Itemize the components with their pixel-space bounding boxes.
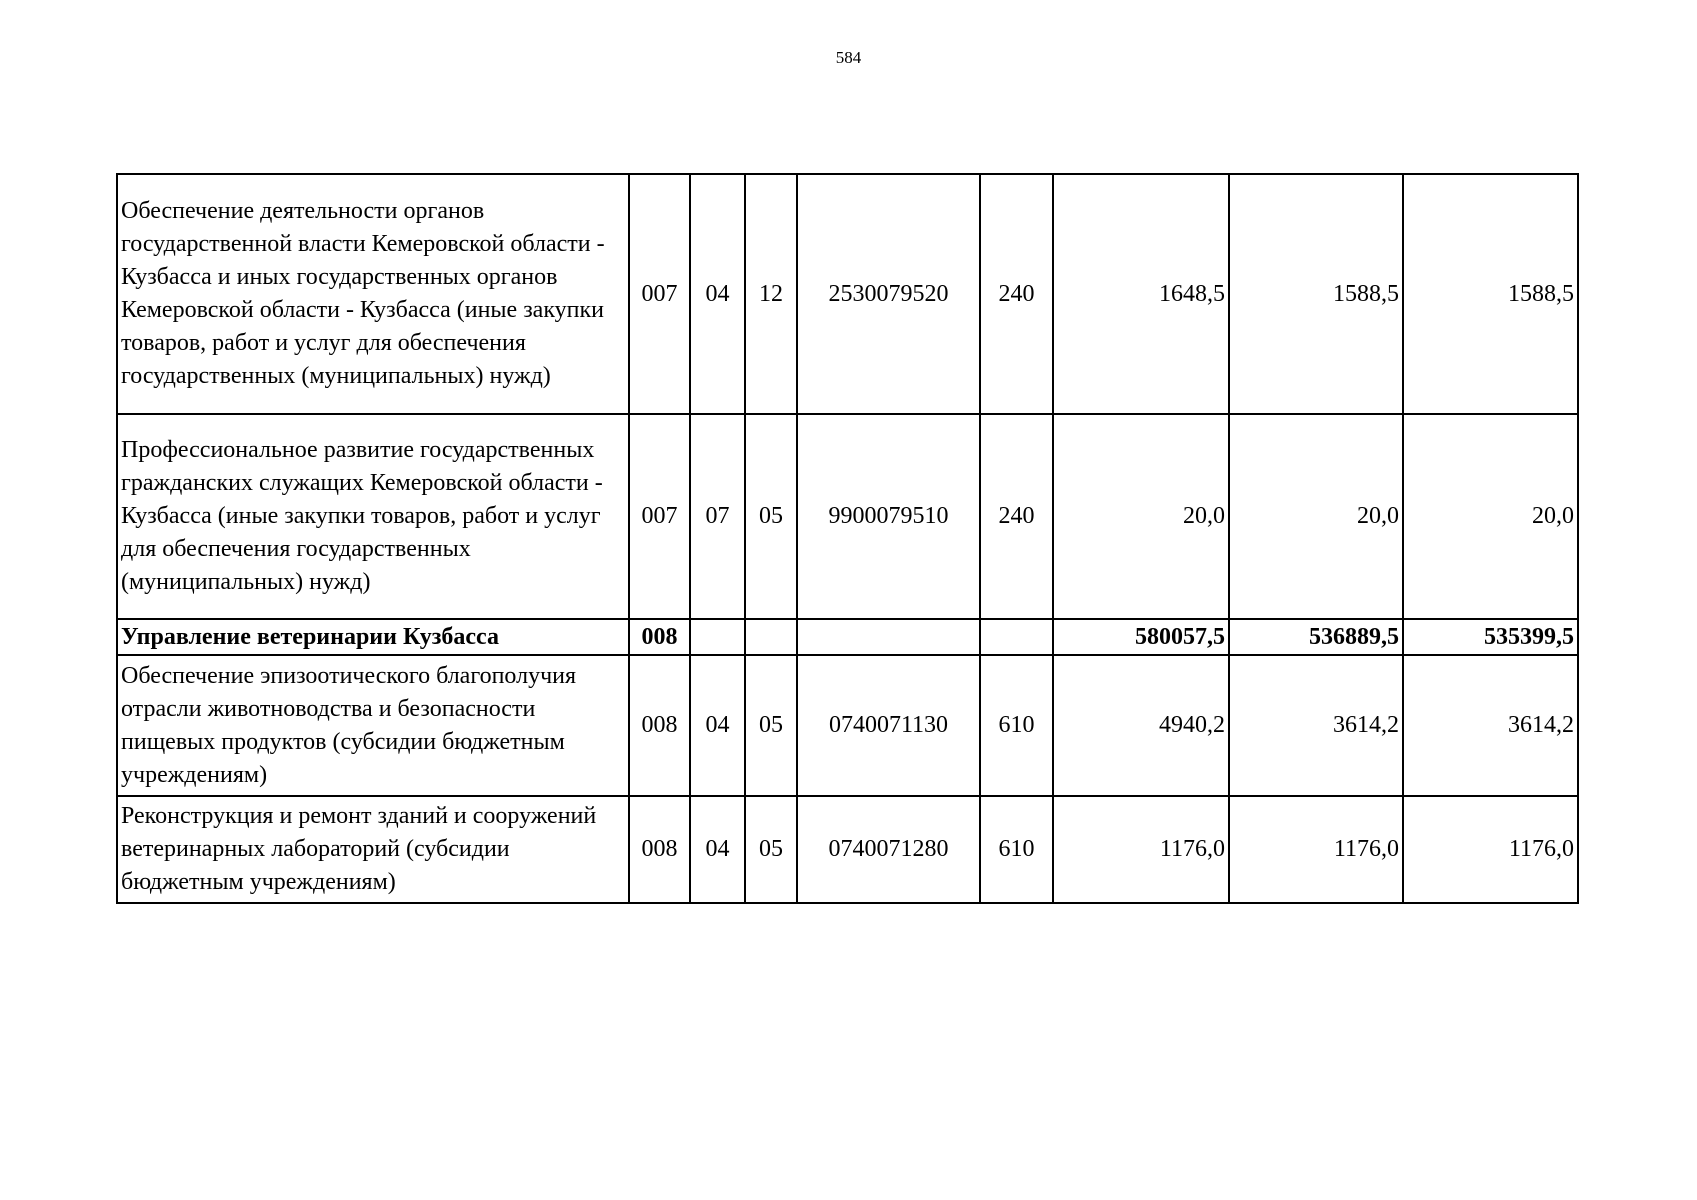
row-name: Обеспечение деятельности органов государственной власти Кемеровской области - Кузбасса и иных государственных органов Кемеровской области - Кузбасса (иные закупки товаров, работ и услуг для обеспечения государственных (муниципальных) нужд) [117,174,629,414]
amount-year-1: 4940,2 [1053,655,1229,796]
subsection-code [745,619,797,655]
table-row [117,655,1578,796]
subsection-code: 12 [745,174,797,414]
row-name: Профессиональное развитие государственных гражданских служащих Кемеровской области - Кузбасса (иные закупки товаров, работ и услуг для обеспечения государственных (муниципальных) нужд) [117,414,629,619]
amount-year-2: 20,0 [1229,414,1403,619]
amount-year-3: 535399,5 [1403,619,1578,655]
expense-type: 240 [980,414,1053,619]
target-article: 2530079520 [797,174,980,414]
amount-year-2: 1176,0 [1229,796,1403,903]
amount-year-3: 1176,0 [1403,796,1578,903]
subsection-code: 05 [745,414,797,619]
target-article: 9900079510 [797,414,980,619]
ministry-code: 008 [629,796,690,903]
section-code [690,619,745,655]
ministry-code: 008 [629,655,690,796]
section-code: 04 [690,174,745,414]
section-code: 04 [690,655,745,796]
table-row-department-total [117,619,1578,655]
row-name: Реконструкция и ремонт зданий и сооружений ветеринарных лабораторий (субсидии бюджетным учреждениям) [117,796,629,903]
subsection-code: 05 [745,796,797,903]
target-article: 0740071280 [797,796,980,903]
amount-year-3: 3614,2 [1403,655,1578,796]
table-row [117,174,1578,414]
ministry-code: 008 [629,619,690,655]
amount-year-1: 1176,0 [1053,796,1229,903]
subsection-code: 05 [745,655,797,796]
table-row [117,796,1578,903]
table-row [117,414,1578,619]
page-number: 584 [835,48,862,67]
expense-type: 610 [980,655,1053,796]
section-code: 07 [690,414,745,619]
amount-year-2: 536889,5 [1229,619,1403,655]
amount-year-1: 20,0 [1053,414,1229,619]
amount-year-2: 1588,5 [1229,174,1403,414]
ministry-code: 007 [629,414,690,619]
amount-year-1: 1648,5 [1053,174,1229,414]
section-code: 04 [690,796,745,903]
amount-year-1: 580057,5 [1053,619,1229,655]
amount-year-3: 1588,5 [1403,174,1578,414]
row-name: Управление ветеринарии Кузбасса [117,619,629,655]
target-article: 0740071130 [797,655,980,796]
amount-year-3: 20,0 [1403,414,1578,619]
target-article [797,619,980,655]
budget-table [116,173,1579,904]
ministry-code: 007 [629,174,690,414]
expense-type: 610 [980,796,1053,903]
amount-year-2: 3614,2 [1229,655,1403,796]
expense-type: 240 [980,174,1053,414]
expense-type [980,619,1053,655]
row-name: Обеспечение эпизоотического благополучия отрасли животноводства и безопасности пищевых продуктов (субсидии бюджетным учреждениям) [117,655,629,796]
